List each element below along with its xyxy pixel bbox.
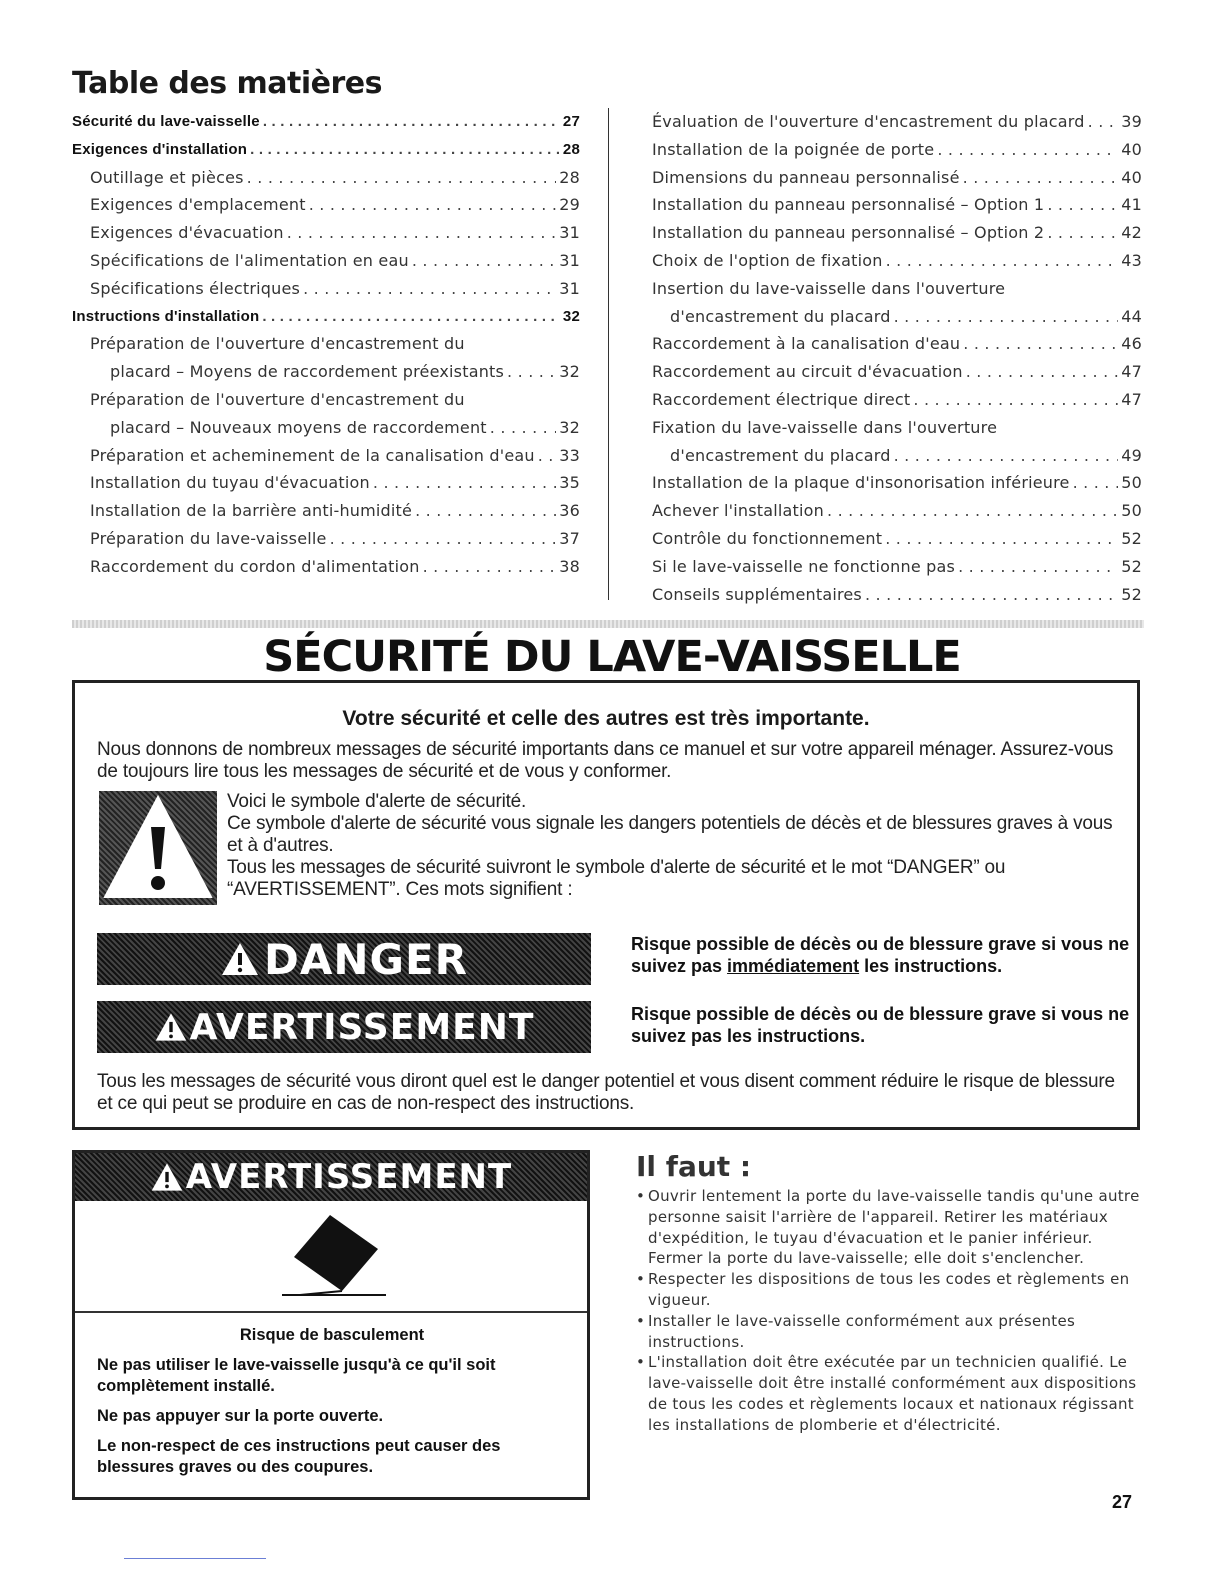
toc-entry	[652, 386, 1142, 414]
toc-entry	[652, 136, 1142, 164]
toc-leader-dots	[490, 414, 556, 442]
toc-entry-title: Instructions d'installation	[72, 307, 260, 325]
toc-entry	[72, 469, 580, 497]
symbol-line-1: Voici le symbole d'alerte de sécurité.	[227, 791, 527, 812]
toc-entry-title: Installation du tuyau d'évacuation	[90, 473, 370, 493]
danger-description	[631, 933, 1131, 977]
toc-entry	[72, 247, 580, 275]
toc-entry	[652, 191, 1142, 219]
toc-entry-page: 27	[562, 113, 580, 130]
toc-entry-page: 40	[1121, 167, 1142, 187]
toc-entry	[652, 330, 1142, 358]
toc-entry-page: 52	[1121, 528, 1142, 548]
toc-entry	[72, 525, 580, 553]
toc-entry-page: 38	[559, 556, 580, 576]
symbol-line-3: Tous les messages de sécurité suivront le symbole d'alerte de sécurité et le mot “DANGER” ou “AVERTISSEMENT”. Ces mots signifient :	[227, 857, 1006, 900]
toc-entry	[72, 108, 580, 136]
toc-entry-page: 42	[1121, 223, 1142, 243]
toc-entry-title: Exigences d'installation	[72, 140, 248, 158]
toc-leader-dots	[247, 164, 557, 192]
toc-entry	[72, 303, 580, 331]
toc-entry	[652, 164, 1142, 192]
toc-entry-page: 39	[1121, 112, 1142, 131]
page-number: 27	[1112, 1492, 1133, 1512]
toc-entry-title: Outillage et pièces	[90, 167, 244, 187]
toc-entry-title: Exigences d'emplacement	[90, 195, 306, 215]
toc-entry-title: Évaluation de l'ouverture d'encastrement du placard	[652, 112, 1085, 131]
toc-entry-title: Raccordement électrique direct	[652, 389, 911, 409]
toc-leader-dots	[262, 303, 560, 331]
safety-intro: Nous donnons de nombreux messages de sécurité importants dans ce manuel et sur votre appareil ménager. Assurez-vous de toujours lire tous les messages de sécurité et de vous y conformer.	[97, 739, 1114, 782]
warning-label: AVERTISSEMENT	[189, 1006, 535, 1048]
safety-alert-symbol-icon	[99, 791, 217, 905]
toc-entry	[72, 386, 580, 414]
toc-entry-page: 33	[559, 445, 580, 465]
toc-leader-dots	[1047, 219, 1118, 247]
toc-entry-page: 52	[1121, 584, 1142, 604]
toc-entry	[72, 414, 580, 442]
section-title: SÉCURITÉ DU LAVE-VAISSELLE	[263, 632, 961, 682]
toc-entry-title: Choix de l'option de fixation	[652, 250, 883, 270]
toc-leader-dots	[963, 330, 1118, 358]
toc-entry-page: 50	[1121, 473, 1142, 493]
toc-entry	[72, 358, 580, 386]
tip-warning-line-1: Ne pas utiliser le lave-vaisselle jusqu'à ce qu'il soit complètement installé.	[97, 1356, 496, 1395]
tip-divider	[75, 1311, 587, 1313]
toc-entry-page: 32	[559, 362, 580, 382]
toc-entry-page: 32	[562, 307, 580, 325]
toc-entry-page: 43	[1121, 250, 1142, 270]
toc-entry-title: Spécifications électriques	[90, 278, 301, 298]
tip-warning-line-2: Ne pas appuyer sur la porte ouverte.	[97, 1407, 384, 1425]
toc-leader-dots	[412, 247, 556, 275]
danger-desc-part-c: les instructions.	[859, 956, 1003, 976]
toc-entry	[652, 497, 1142, 525]
toc-entry-page: 47	[1121, 389, 1142, 409]
toc-entry-page: 41	[1121, 195, 1142, 215]
toc-leader-dots	[894, 442, 1119, 470]
toc-entry-title: Achever l'installation	[652, 501, 825, 521]
toc-leader-dots	[885, 525, 1118, 553]
toc-entry-page: 31	[559, 250, 580, 270]
toc-entry-title: Dimensions du panneau personnalisé	[652, 167, 960, 187]
toc-entry	[72, 164, 580, 192]
toc-entry	[72, 136, 580, 164]
toc-entry	[652, 442, 1142, 470]
toc-entry-title: Raccordement à la canalisation d'eau	[652, 334, 961, 354]
safety-closing: Tous les messages de sécurité vous diront quel est le danger potentiel et vous disent comment réduire le risque de blessure et ce qui peut se produire en cas de non-respect des instructions.	[97, 1071, 1115, 1114]
toc-leader-dots	[507, 358, 556, 386]
toc-entry-page: 47	[1121, 362, 1142, 382]
toc-leader-dots	[1088, 108, 1119, 136]
safety-heading: Votre sécurité et celle des autres est très importante.	[342, 707, 870, 730]
toc-leader-dots	[1047, 191, 1118, 219]
toc-entry-page: 29	[559, 195, 580, 215]
toc-leader-dots	[963, 164, 1119, 192]
toc-entry	[652, 469, 1142, 497]
toc-entry	[72, 275, 580, 303]
toc-entry	[652, 414, 1142, 442]
toc-leader-dots	[886, 247, 1119, 275]
toc-entry-title: d'encastrement du placard	[670, 445, 891, 465]
toc-entry-title: Installation du panneau personnalisé – Option 1	[652, 195, 1045, 215]
tip-warning-header	[75, 1153, 587, 1201]
toc-entry-page: 32	[559, 417, 580, 437]
toc-entry-page: 31	[559, 278, 580, 298]
toc-leader-dots	[303, 275, 556, 303]
warning-signal-word	[97, 1001, 591, 1053]
toc-entry-page: 37	[559, 528, 580, 548]
toc-entry-page: 35	[559, 473, 580, 493]
toc-leader-dots	[966, 358, 1119, 386]
must-item: • Installer le lave-vaisselle conformément aux présentes instructions.	[636, 1311, 1146, 1353]
toc-leader-dots	[250, 136, 560, 164]
toc-entry-page: 40	[1121, 139, 1142, 159]
toc-entry-title: Si le lave-vaisselle ne fonctionne pas	[652, 556, 956, 576]
toc-leader-dots	[309, 191, 557, 219]
danger-desc-part-a: Risque possible de décès ou de blessure grave si vous ne suivez pas	[631, 934, 1130, 976]
toc-entry-page: 31	[559, 223, 580, 243]
toc-leader-dots	[287, 219, 557, 247]
toc-leader-dots	[894, 303, 1119, 331]
tip-warning-title: Risque de basculement	[239, 1326, 425, 1344]
toc-entry	[72, 497, 580, 525]
toc-entry-title: Conseils supplémentaires	[652, 584, 862, 604]
toc-entry	[652, 581, 1142, 609]
toc-entry-title: Spécifications de l'alimentation en eau	[90, 250, 409, 270]
toc-entry	[72, 442, 580, 470]
tip-warning-content	[97, 1325, 567, 1487]
toc-entry-page: 49	[1121, 445, 1142, 465]
toc-leader-dots	[330, 525, 557, 553]
toc-entry	[652, 525, 1142, 553]
toc-entry-title: placard – Moyens de raccordement préexistants	[110, 362, 505, 382]
must-item: • L'installation doit être exécutée par un technicien qualifié. Le lave-vaisselle doit être installé conformément aux dispositions de tous les codes et règlements locaux et nationaux régissant les installations de plomberie et d'électricité.	[636, 1352, 1146, 1435]
toc-leader-dots	[538, 442, 557, 470]
toc-leader-dots	[415, 497, 556, 525]
toc-entry	[652, 303, 1142, 331]
toc-entry-page: 46	[1121, 334, 1142, 354]
tip-warning-label: AVERTISSEMENT	[185, 1157, 513, 1197]
toc-entry-title: Insertion du lave-vaisselle dans l'ouverture	[652, 278, 1006, 298]
tip-over-illustration-icon	[280, 1215, 390, 1301]
toc-entry	[652, 358, 1142, 386]
tip-alert-icon	[150, 1161, 184, 1193]
toc-divider	[608, 108, 609, 600]
bottom-rule	[124, 1558, 266, 1559]
toc-entry-title: Raccordement du cordon d'alimentation	[90, 556, 420, 576]
toc-entry-title: Raccordement au circuit d'évacuation	[652, 362, 963, 382]
toc-entry	[72, 553, 580, 581]
warning-description: Risque possible de décès ou de blessure grave si vous ne suivez pas les instructions.	[631, 1004, 1130, 1046]
danger-signal-word	[97, 933, 591, 985]
toc-entry-page: 28	[562, 140, 580, 158]
toc-entry-title: Préparation de l'ouverture d'encastrement du	[90, 334, 465, 354]
toc-entry-page: 36	[559, 501, 580, 521]
must-title: Il faut :	[636, 1150, 752, 1183]
toc-leader-dots	[263, 108, 560, 136]
toc-entry-page: 28	[559, 167, 580, 187]
tip-warning-line-3: Le non-respect de ces instructions peut causer des blessures graves ou des coupures.	[97, 1437, 501, 1476]
toc-entry	[72, 330, 580, 358]
toc-entry-title: Installation de la barrière anti-humidité	[90, 501, 413, 521]
toc-entry-title: Contrôle du fonctionnement	[652, 528, 883, 548]
toc-leader-dots	[373, 469, 556, 497]
toc-entry-title: Fixation du lave-vaisselle dans l'ouverture	[652, 417, 998, 437]
toc-entry-title: d'encastrement du placard	[670, 306, 891, 326]
toc-entry-title: placard – Nouveaux moyens de raccordement	[110, 417, 487, 437]
danger-label: DANGER	[263, 934, 469, 984]
warning-alert-icon	[154, 1011, 188, 1043]
toc-leader-dots	[865, 581, 1118, 609]
toc-entry	[652, 553, 1142, 581]
toc-entry-title: Sécurité du lave-vaisselle	[72, 113, 260, 130]
toc-entry	[652, 219, 1142, 247]
toc-entry-title: Préparation de l'ouverture d'encastrement du	[90, 389, 465, 409]
toc-right-column	[652, 108, 1142, 608]
toc-entry-title: Installation de la plaque d'insonorisation inférieure	[652, 473, 1070, 493]
symbol-explanation	[227, 791, 1127, 901]
toc-leader-dots	[958, 553, 1118, 581]
toc-entry-page: 50	[1121, 501, 1142, 521]
toc-entry-title: Préparation et acheminement de la canalisation d'eau	[90, 445, 535, 465]
toc-left-column	[72, 108, 580, 581]
danger-alert-icon	[220, 941, 260, 977]
toc-entry-page: 44	[1121, 306, 1142, 326]
must-item: • Respecter les dispositions de tous les codes et règlements en vigueur.	[636, 1269, 1146, 1311]
toc-leader-dots	[937, 136, 1118, 164]
safety-info-box	[72, 680, 1140, 1130]
section-rule	[72, 620, 1144, 628]
toc-entry	[72, 219, 580, 247]
toc-entry-title: Installation de la poignée de porte	[652, 139, 935, 159]
toc-entry-page: 52	[1121, 556, 1142, 576]
toc-entry-title: Préparation du lave-vaisselle	[90, 528, 327, 548]
toc-title: Table des matières	[72, 66, 382, 101]
toc-entry	[652, 275, 1142, 303]
toc-entry	[652, 108, 1142, 136]
symbol-line-2: Ce symbole d'alerte de sécurité vous signale les dangers potentiels de décès et de blessures graves à vous et à d'autres.	[227, 813, 1113, 856]
danger-desc-emphasis: immédiatement	[727, 956, 860, 976]
toc-leader-dots	[423, 553, 557, 581]
toc-leader-dots	[827, 497, 1118, 525]
toc-leader-dots	[1073, 469, 1119, 497]
toc-entry	[652, 247, 1142, 275]
toc-entry-title: Exigences d'évacuation	[90, 223, 284, 243]
tip-over-warning-box	[72, 1150, 590, 1500]
toc-leader-dots	[913, 386, 1118, 414]
toc-entry	[72, 191, 580, 219]
must-item: • Ouvrir lentement la porte du lave-vaisselle tandis qu'une autre personne saisit l'arrière de l'appareil. Retirer les matériaux d'expédition, le tuyau d'évacuation et le panier inférieur. Fermer la porte du lave-vaisselle; elle doit s'enclencher.	[636, 1186, 1146, 1269]
toc-entry-title: Installation du panneau personnalisé – Option 2	[652, 223, 1045, 243]
must-list	[636, 1186, 1146, 1436]
